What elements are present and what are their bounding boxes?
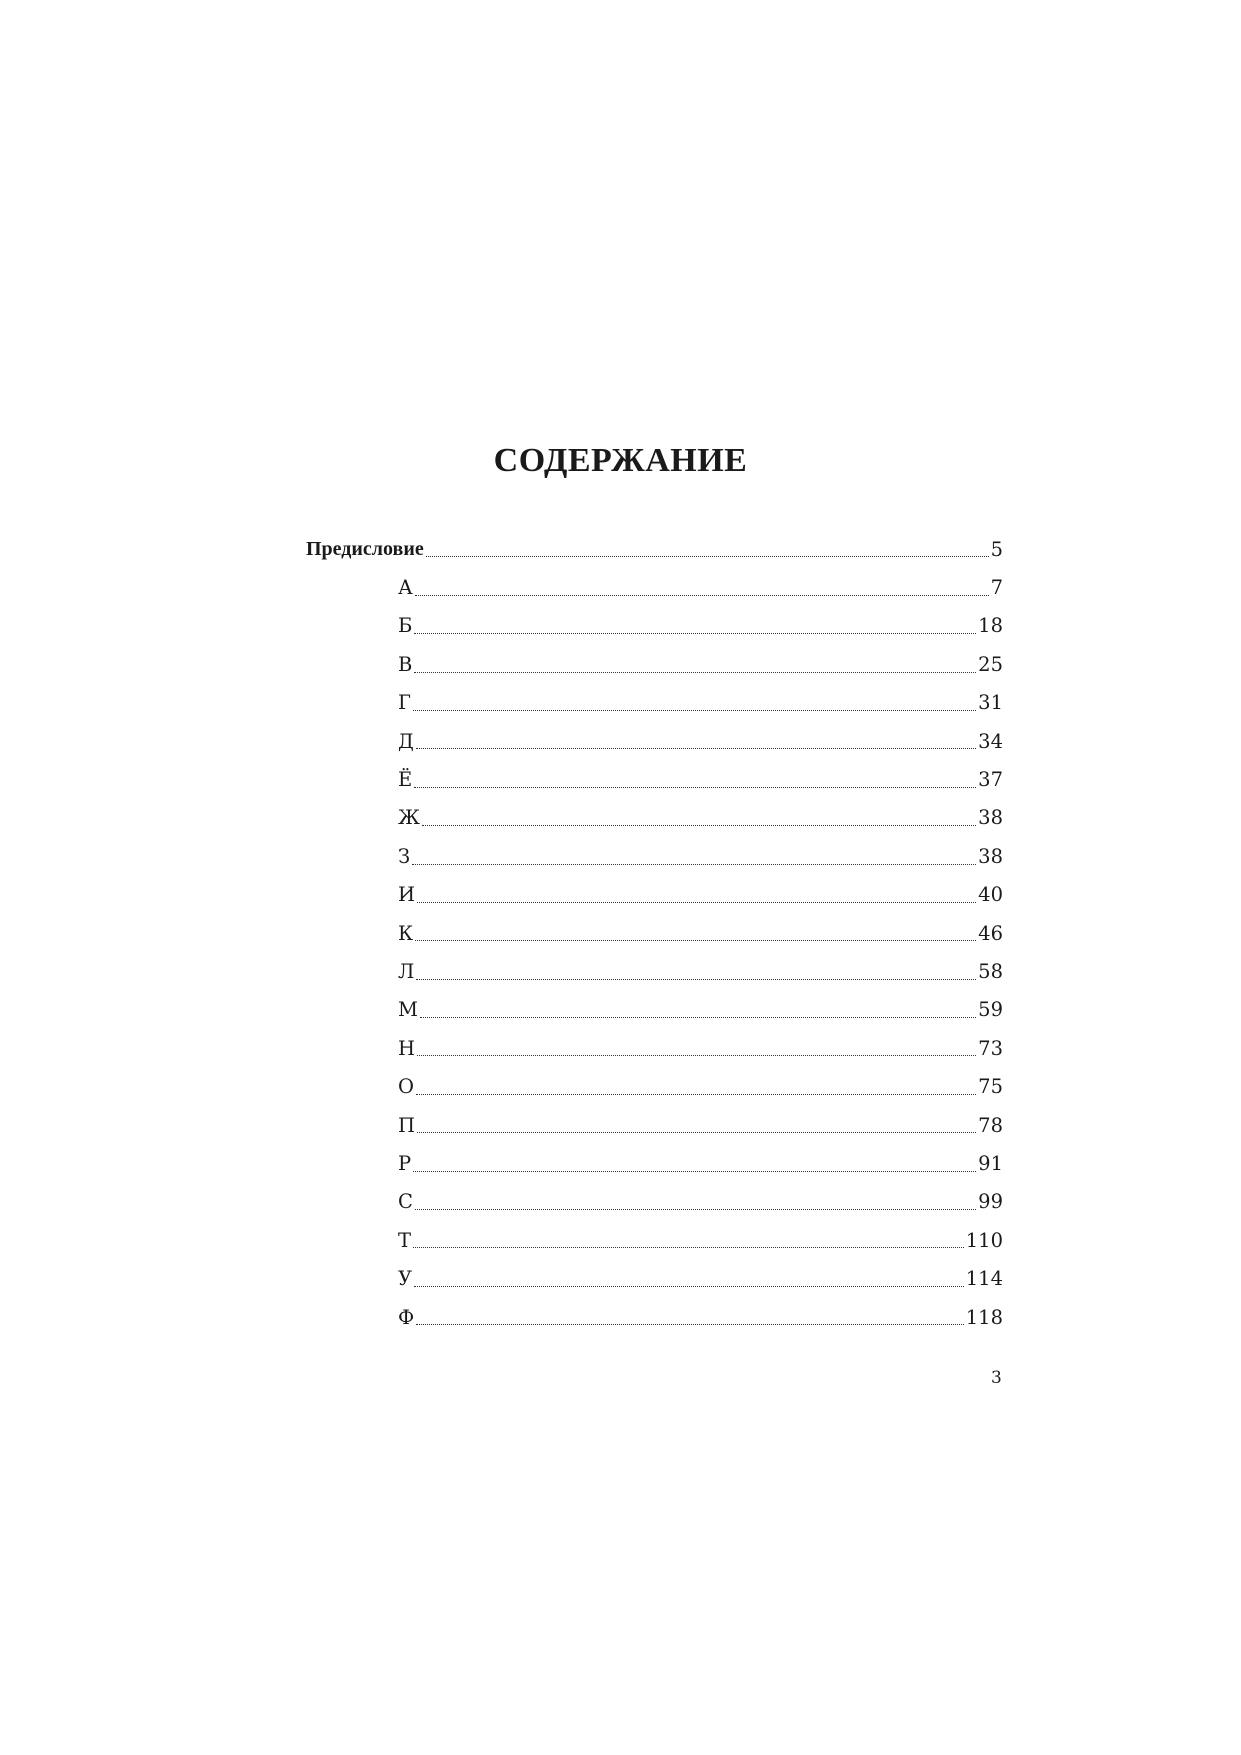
toc-entry-label: Г bbox=[398, 691, 411, 715]
toc-entry-label: У bbox=[398, 1267, 413, 1291]
toc-entry-label: А bbox=[398, 576, 413, 600]
toc-entry-letter[interactable] bbox=[306, 914, 1003, 952]
toc-entry-page: 7 bbox=[990, 576, 1003, 600]
toc-entry-page: 37 bbox=[978, 768, 1003, 792]
table-of-contents bbox=[306, 530, 1003, 1336]
toc-entry-letter[interactable] bbox=[306, 1259, 1003, 1297]
toc-entry-label: Предисловие bbox=[306, 537, 424, 560]
toc-dot-leader bbox=[415, 939, 976, 941]
toc-entry-label: К bbox=[398, 921, 414, 945]
toc-entry-label: З bbox=[398, 844, 411, 868]
toc-entry-page: 31 bbox=[978, 691, 1003, 715]
toc-entry-letter[interactable] bbox=[306, 568, 1003, 606]
toc-dot-leader bbox=[417, 1054, 976, 1056]
toc-entry-letter[interactable] bbox=[306, 876, 1003, 914]
toc-entry-page: 110 bbox=[965, 1228, 1003, 1252]
toc-entry-letter[interactable] bbox=[306, 799, 1003, 837]
toc-entry-label: Н bbox=[398, 1036, 416, 1060]
toc-entry-label: И bbox=[398, 883, 416, 907]
toc-entry-label: Л bbox=[398, 959, 415, 983]
toc-entry-page: 5 bbox=[990, 537, 1003, 561]
toc-dot-leader bbox=[414, 786, 976, 788]
toc-letter-list bbox=[306, 568, 1003, 1336]
toc-entry-label: П bbox=[398, 1113, 416, 1137]
toc-entry-label: Д bbox=[398, 729, 414, 753]
toc-dot-leader bbox=[415, 594, 989, 596]
toc-entry-page: 38 bbox=[978, 844, 1003, 868]
toc-entry-page: 91 bbox=[978, 1151, 1003, 1175]
toc-entry-letter[interactable] bbox=[306, 1298, 1003, 1336]
toc-entry-page: 99 bbox=[978, 1190, 1003, 1214]
toc-entry-label: Ф bbox=[398, 1305, 415, 1329]
toc-entry-page: 59 bbox=[978, 998, 1003, 1022]
toc-entry-letter[interactable] bbox=[306, 837, 1003, 875]
toc-entry-page: 73 bbox=[978, 1036, 1003, 1060]
toc-dot-leader bbox=[422, 824, 976, 826]
toc-dot-leader bbox=[416, 1323, 964, 1325]
toc-entry-label: Р bbox=[398, 1151, 412, 1175]
toc-entry-label: Т bbox=[398, 1228, 412, 1252]
page-number: 3 bbox=[991, 1368, 1002, 1388]
toc-dot-leader bbox=[426, 555, 989, 557]
toc-entry-label: С bbox=[398, 1190, 413, 1214]
toc-dot-leader bbox=[416, 747, 976, 749]
toc-dot-leader bbox=[417, 901, 976, 903]
toc-entry-label: Ё bbox=[398, 768, 413, 792]
toc-entry-page: 34 bbox=[978, 729, 1003, 753]
toc-entry-letter[interactable] bbox=[306, 722, 1003, 760]
toc-entry-letter[interactable] bbox=[306, 1067, 1003, 1105]
toc-entry-label: В bbox=[398, 652, 413, 676]
toc-entry-letter[interactable] bbox=[306, 1221, 1003, 1259]
toc-dot-leader bbox=[416, 1093, 976, 1095]
toc-entry-preface[interactable] bbox=[306, 530, 1003, 568]
toc-dot-leader bbox=[414, 1285, 964, 1287]
toc-dot-leader bbox=[415, 1208, 976, 1210]
toc-entry-page: 46 bbox=[978, 921, 1003, 945]
toc-entry-letter[interactable] bbox=[306, 1144, 1003, 1182]
toc-dot-leader bbox=[420, 1016, 976, 1018]
toc-dot-leader bbox=[416, 978, 976, 980]
toc-entry-page: 75 bbox=[978, 1075, 1003, 1099]
toc-entry-page: 114 bbox=[965, 1267, 1003, 1291]
toc-entry-letter[interactable] bbox=[306, 1029, 1003, 1067]
page-title: СОДЕРЖАНИЕ bbox=[493, 442, 748, 479]
toc-dot-leader bbox=[417, 1131, 976, 1133]
toc-entry-page: 18 bbox=[978, 614, 1003, 638]
toc-entry-letter[interactable] bbox=[306, 684, 1003, 722]
toc-entry-letter[interactable] bbox=[306, 760, 1003, 798]
toc-dot-leader bbox=[412, 863, 976, 865]
toc-entry-page: 58 bbox=[978, 959, 1003, 983]
toc-entry-label: О bbox=[398, 1075, 414, 1099]
toc-entry-page: 78 bbox=[978, 1113, 1003, 1137]
toc-entry-page: 118 bbox=[965, 1305, 1003, 1329]
toc-entry-page: 25 bbox=[978, 652, 1003, 676]
toc-dot-leader bbox=[413, 1170, 976, 1172]
toc-entry-label: Б bbox=[398, 614, 413, 638]
toc-entry-page: 40 bbox=[978, 883, 1003, 907]
toc-entry-label: М bbox=[398, 998, 418, 1022]
toc-entry-letter[interactable] bbox=[306, 1106, 1003, 1144]
toc-entry-letter[interactable] bbox=[306, 607, 1003, 645]
toc-dot-leader bbox=[413, 709, 976, 711]
toc-entry-label: Ж bbox=[398, 806, 420, 830]
toc-entry-letter[interactable] bbox=[306, 991, 1003, 1029]
toc-dot-leader bbox=[413, 1246, 964, 1248]
toc-entry-letter[interactable] bbox=[306, 645, 1003, 683]
toc-dot-leader bbox=[414, 671, 976, 673]
toc-entry-letter[interactable] bbox=[306, 952, 1003, 990]
toc-dot-leader bbox=[414, 632, 976, 634]
toc-entry-letter[interactable] bbox=[306, 1183, 1003, 1221]
toc-entry-page: 38 bbox=[978, 806, 1003, 830]
